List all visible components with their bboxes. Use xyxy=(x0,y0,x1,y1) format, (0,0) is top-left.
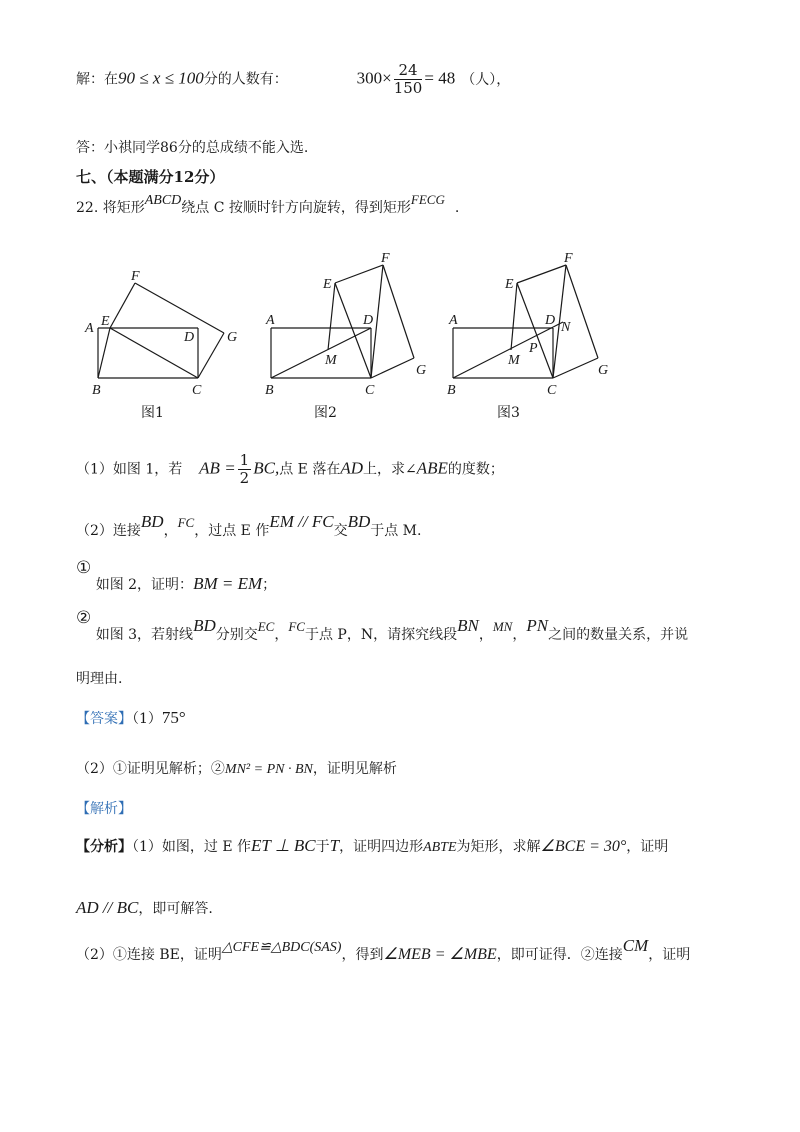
label-F: F xyxy=(381,251,390,266)
text-segment: ，即可解答. xyxy=(138,901,213,917)
text-segment: ，证明 xyxy=(626,839,669,855)
text-segment: 分别交 xyxy=(215,627,258,643)
previous-answer: 答：小祺同学86分的总成绩不能入选. xyxy=(76,140,309,156)
analysis-line-3 xyxy=(76,936,691,964)
label-D: D xyxy=(363,313,374,328)
math-ad-parallel-bc: AD // BC xyxy=(76,898,139,917)
text-segment: ； xyxy=(262,577,277,593)
text-segment: 于点 P，N，请探究线段 xyxy=(304,627,458,643)
text-segment: ，证明 xyxy=(648,947,691,963)
math-mn: MN xyxy=(492,619,513,634)
text-segment: 如图 3，若射线 xyxy=(95,627,194,643)
math-t: T xyxy=(329,836,340,855)
label-G: G xyxy=(227,330,238,345)
text-segment: 之间的数量关系，并说 xyxy=(548,627,689,643)
label-F: F xyxy=(564,251,573,266)
analysis-section-tag: 【分析】 xyxy=(76,839,132,855)
label-C: C xyxy=(547,383,557,398)
solution-line xyxy=(76,62,510,97)
label-D: D xyxy=(545,313,556,328)
label-F: F xyxy=(131,269,140,284)
math-cm: CM xyxy=(622,936,649,955)
text-segment: 绕点 C 按顺时针方向旋转，得到矩形 xyxy=(181,200,411,216)
math-em-parallel-fc: EM // FC xyxy=(269,512,334,531)
fraction-denominator: 2 xyxy=(239,469,250,487)
text-segment: 于 xyxy=(315,839,330,855)
sub-question-2-cont: 明理由. xyxy=(76,671,123,687)
part-1 xyxy=(76,452,504,487)
fraction xyxy=(394,62,423,97)
text-segment: ， xyxy=(163,523,178,539)
geometry-figures xyxy=(0,250,800,420)
text-segment: 如图 2，证明： xyxy=(95,577,194,593)
answer-line-2 xyxy=(76,758,397,778)
label-N: N xyxy=(561,320,571,335)
text-segment: 22. 将矩形 xyxy=(76,200,145,216)
math-bd: BD xyxy=(193,616,216,635)
math-pn: PN xyxy=(526,616,549,635)
circled-number: ① xyxy=(76,558,92,578)
text-segment: ，过点 E 作 xyxy=(194,523,270,539)
math-angle: ∠BCE = 30° xyxy=(540,838,627,855)
math-formula: BM = EM xyxy=(193,574,263,593)
text-segment: （1） xyxy=(132,711,162,727)
math-et-perp-bc: ET ⊥ BC xyxy=(251,836,316,855)
text-segment: 的度数； xyxy=(447,461,504,478)
label-A: A xyxy=(266,313,275,328)
math-range: 90 ≤ x ≤ 100 xyxy=(118,68,204,88)
text-segment: 点 E 落在 xyxy=(279,461,341,478)
text-segment: ，证明见解析 xyxy=(312,761,397,777)
math-angle: ∠MEB = ∠MBE xyxy=(383,946,497,963)
figure-3 xyxy=(453,265,598,378)
section-title: 七、（本题满分12分） xyxy=(76,168,225,186)
text-segment: 分的人数有： xyxy=(203,71,288,88)
part-2 xyxy=(76,512,422,540)
math-congruence: △CFE≌△BDC(SAS) xyxy=(221,940,342,955)
answer-tag: 【答案】 xyxy=(76,711,132,727)
text-segment: （人）， xyxy=(461,71,511,88)
text-segment: ， xyxy=(274,627,289,643)
text-segment: （2）连接 xyxy=(76,523,141,539)
circled-number: ② xyxy=(76,608,92,628)
math-abe: ABE xyxy=(416,458,448,478)
fraction xyxy=(238,452,252,487)
text-segment: ，即可证得．②连接 xyxy=(496,947,623,963)
label-G: G xyxy=(416,363,427,378)
answer-line-1 xyxy=(76,708,186,728)
label-E: E xyxy=(101,314,110,329)
math-expr: BC, xyxy=(253,458,280,478)
fraction-numerator: 24 xyxy=(394,62,423,80)
label-B: B xyxy=(447,383,456,398)
text-segment: 交 xyxy=(333,523,348,539)
label-P: P xyxy=(529,341,538,356)
text-segment: . xyxy=(454,200,460,216)
sub-question-2 xyxy=(76,608,689,643)
math-ad: AD xyxy=(340,458,363,478)
figure-2 xyxy=(271,265,414,378)
label-G: G xyxy=(598,363,609,378)
question-22 xyxy=(76,192,460,217)
text-segment: （1）如图 1，若 xyxy=(76,461,183,478)
text-segment: 于点 M. xyxy=(370,523,422,539)
label-C: C xyxy=(365,383,375,398)
sub-question-1 xyxy=(76,558,277,593)
math-ec: EC xyxy=(257,619,275,634)
figure-caption-1: 图1 xyxy=(141,405,164,421)
label-B: B xyxy=(265,383,274,398)
text-segment: （1）如图，过 E 作 xyxy=(132,839,252,855)
figure-1 xyxy=(98,283,224,378)
math-bd: BD xyxy=(347,512,371,531)
math-formula: MN² = PN · BN xyxy=(224,762,313,777)
math-abte: ABTE xyxy=(423,840,457,855)
label-D: D xyxy=(184,330,195,345)
label-M: M xyxy=(325,353,337,368)
math-expr: AB = xyxy=(199,458,236,478)
analysis-line-1 xyxy=(76,836,668,856)
math-abcd: ABCD xyxy=(144,193,182,208)
math-expr: = 48 xyxy=(424,68,456,88)
math-fecg: FECG xyxy=(410,192,445,207)
math-fc: FC xyxy=(177,515,195,530)
math-bd: BD xyxy=(140,512,164,531)
figure-caption-2: 图2 xyxy=(314,405,337,421)
text-segment: ，证明四边形 xyxy=(339,839,424,855)
text-segment: ，得到 xyxy=(341,947,384,963)
label-E: E xyxy=(323,277,332,292)
text-segment: 解：在 xyxy=(76,71,118,88)
label-C: C xyxy=(192,383,202,398)
figure-caption-3: 图3 xyxy=(497,405,520,421)
math-expr: 300× xyxy=(356,68,392,88)
text-segment: ， xyxy=(478,627,493,643)
label-E: E xyxy=(505,277,514,292)
fraction-denominator: 150 xyxy=(393,79,423,97)
analysis-tag: 【解析】 xyxy=(76,801,132,817)
label-B: B xyxy=(92,383,101,398)
fraction-numerator: 1 xyxy=(239,451,250,469)
analysis-line-2 xyxy=(76,898,213,918)
label-A: A xyxy=(85,321,94,336)
text-segment: 上，求∠ xyxy=(363,461,417,478)
math-fc: FC xyxy=(288,619,305,634)
text-segment: ， xyxy=(512,627,527,643)
text-segment: （2）①证明见解析；② xyxy=(76,761,225,777)
label-M: M xyxy=(508,353,520,368)
label-A: A xyxy=(449,313,458,328)
math-bn: BN xyxy=(457,616,479,635)
text-segment: 为矩形，求解 xyxy=(456,839,541,855)
answer-value: 75° xyxy=(161,708,186,727)
text-segment: （2）①连接 BE，证明 xyxy=(76,947,222,963)
